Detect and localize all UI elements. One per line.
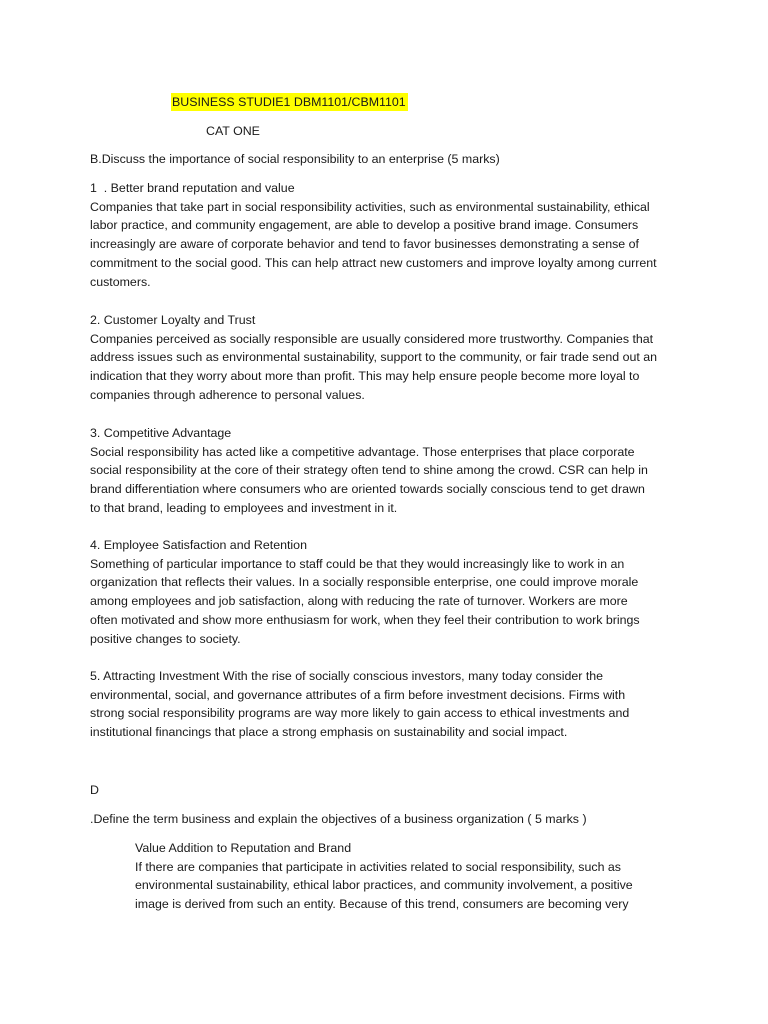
point-line: indication that they worry about more than profit. This may help ensure people become more loyal to [90, 369, 640, 384]
section-d-letter-text: D [90, 783, 99, 797]
point-line: image is derived from such an entity. Because of this trend, consumers are becoming very [135, 897, 629, 912]
point-line: to that brand, leading to employees and investment in it. [90, 500, 398, 515]
point-line: Social responsibility has acted like a competitive advantage. Those enterprises that place corporate [90, 444, 635, 459]
point-line: 5. Attracting Investment With the rise of socially conscious investors, many today consider the [90, 669, 604, 683]
point-line: labor practice, and community engagement, are able to develop a positive brand image. Consumers [90, 218, 639, 233]
point-line: Companies that take part in social responsibility activities, such as environmental sustainability, ethical [90, 199, 650, 214]
point-line: strong social responsibility programs are way more likely to gain access to ethical investments and [90, 706, 630, 721]
document-subtitle: CAT ONE [206, 124, 260, 138]
point-heading: 3. Competitive Advantage [90, 426, 232, 440]
question-d-text: .Define the term business and explain the objectives of a business organization ( 5 marks ) [90, 812, 587, 826]
d-point [135, 839, 695, 914]
point-line: Companies perceived as socially responsible are usually considered more trustworthy. Companies that [90, 331, 654, 346]
point-line: environmental sustainability, ethical labor practices, and community involvement, a positive [135, 878, 633, 893]
point-line: positive changes to society. [90, 631, 241, 646]
question-b [90, 150, 690, 169]
point-4 [90, 536, 690, 648]
point-line: among employees and job satisfaction, along with reducing the rate of turnover. Workers are more [90, 594, 628, 609]
point-line: organization that reflects their values. In a socially responsible enterprise, one could improve morale [90, 575, 639, 590]
point-line: customers. [90, 274, 151, 289]
point-heading: 1 . Better brand reputation and value [90, 181, 295, 195]
point-line: companies through adherence to personal values. [90, 387, 365, 402]
point-line: often motivated and show more enthusiasm for work, when they feel their contribution to work brings [90, 612, 640, 627]
point-3 [90, 424, 690, 518]
question-d [90, 810, 690, 829]
point-line: If there are companies that participate in activities related to social responsibility, such as [135, 859, 621, 874]
point-heading: 2. Customer Loyalty and Trust [90, 313, 256, 327]
point-heading: Value Addition to Reputation and Brand [135, 841, 352, 855]
point-line: Something of particular importance to staff could be that they would increasingly like to work in an [90, 556, 625, 571]
section-d-letter [90, 781, 690, 800]
point-heading: 4. Employee Satisfaction and Retention [90, 538, 307, 552]
point-line: commitment to the social good. This can help attract new customers and improve loyalty among current [90, 255, 657, 270]
point-line: address issues such as environmental sustainability, support to the community, or fair trade send out an [90, 350, 658, 365]
point-line: increasingly are aware of corporate behavior and tend to favor businesses demonstrating a sense of [90, 237, 639, 252]
question-b-text: B.Discuss the importance of social responsibility to an enterprise (5 marks) [90, 152, 500, 166]
point-line: institutional financings that place a strong emphasis on sustainability and social impact. [90, 725, 568, 740]
document-title: BUSINESS STUDIE1 DBM1101/CBM1101 [172, 95, 406, 109]
point-line: social responsibility at the core of their strategy often tend to shine among the crowd. CSR can help in [90, 463, 648, 478]
point-2 [90, 311, 690, 405]
point-line: brand differentiation where consumers who are oriented towards socially conscious tend to get drawn [90, 482, 645, 497]
point-5 [90, 667, 690, 742]
point-1 [90, 179, 690, 291]
point-line: environmental, social, and governance attributes of a firm before investment decisions. Firms with [90, 687, 626, 702]
